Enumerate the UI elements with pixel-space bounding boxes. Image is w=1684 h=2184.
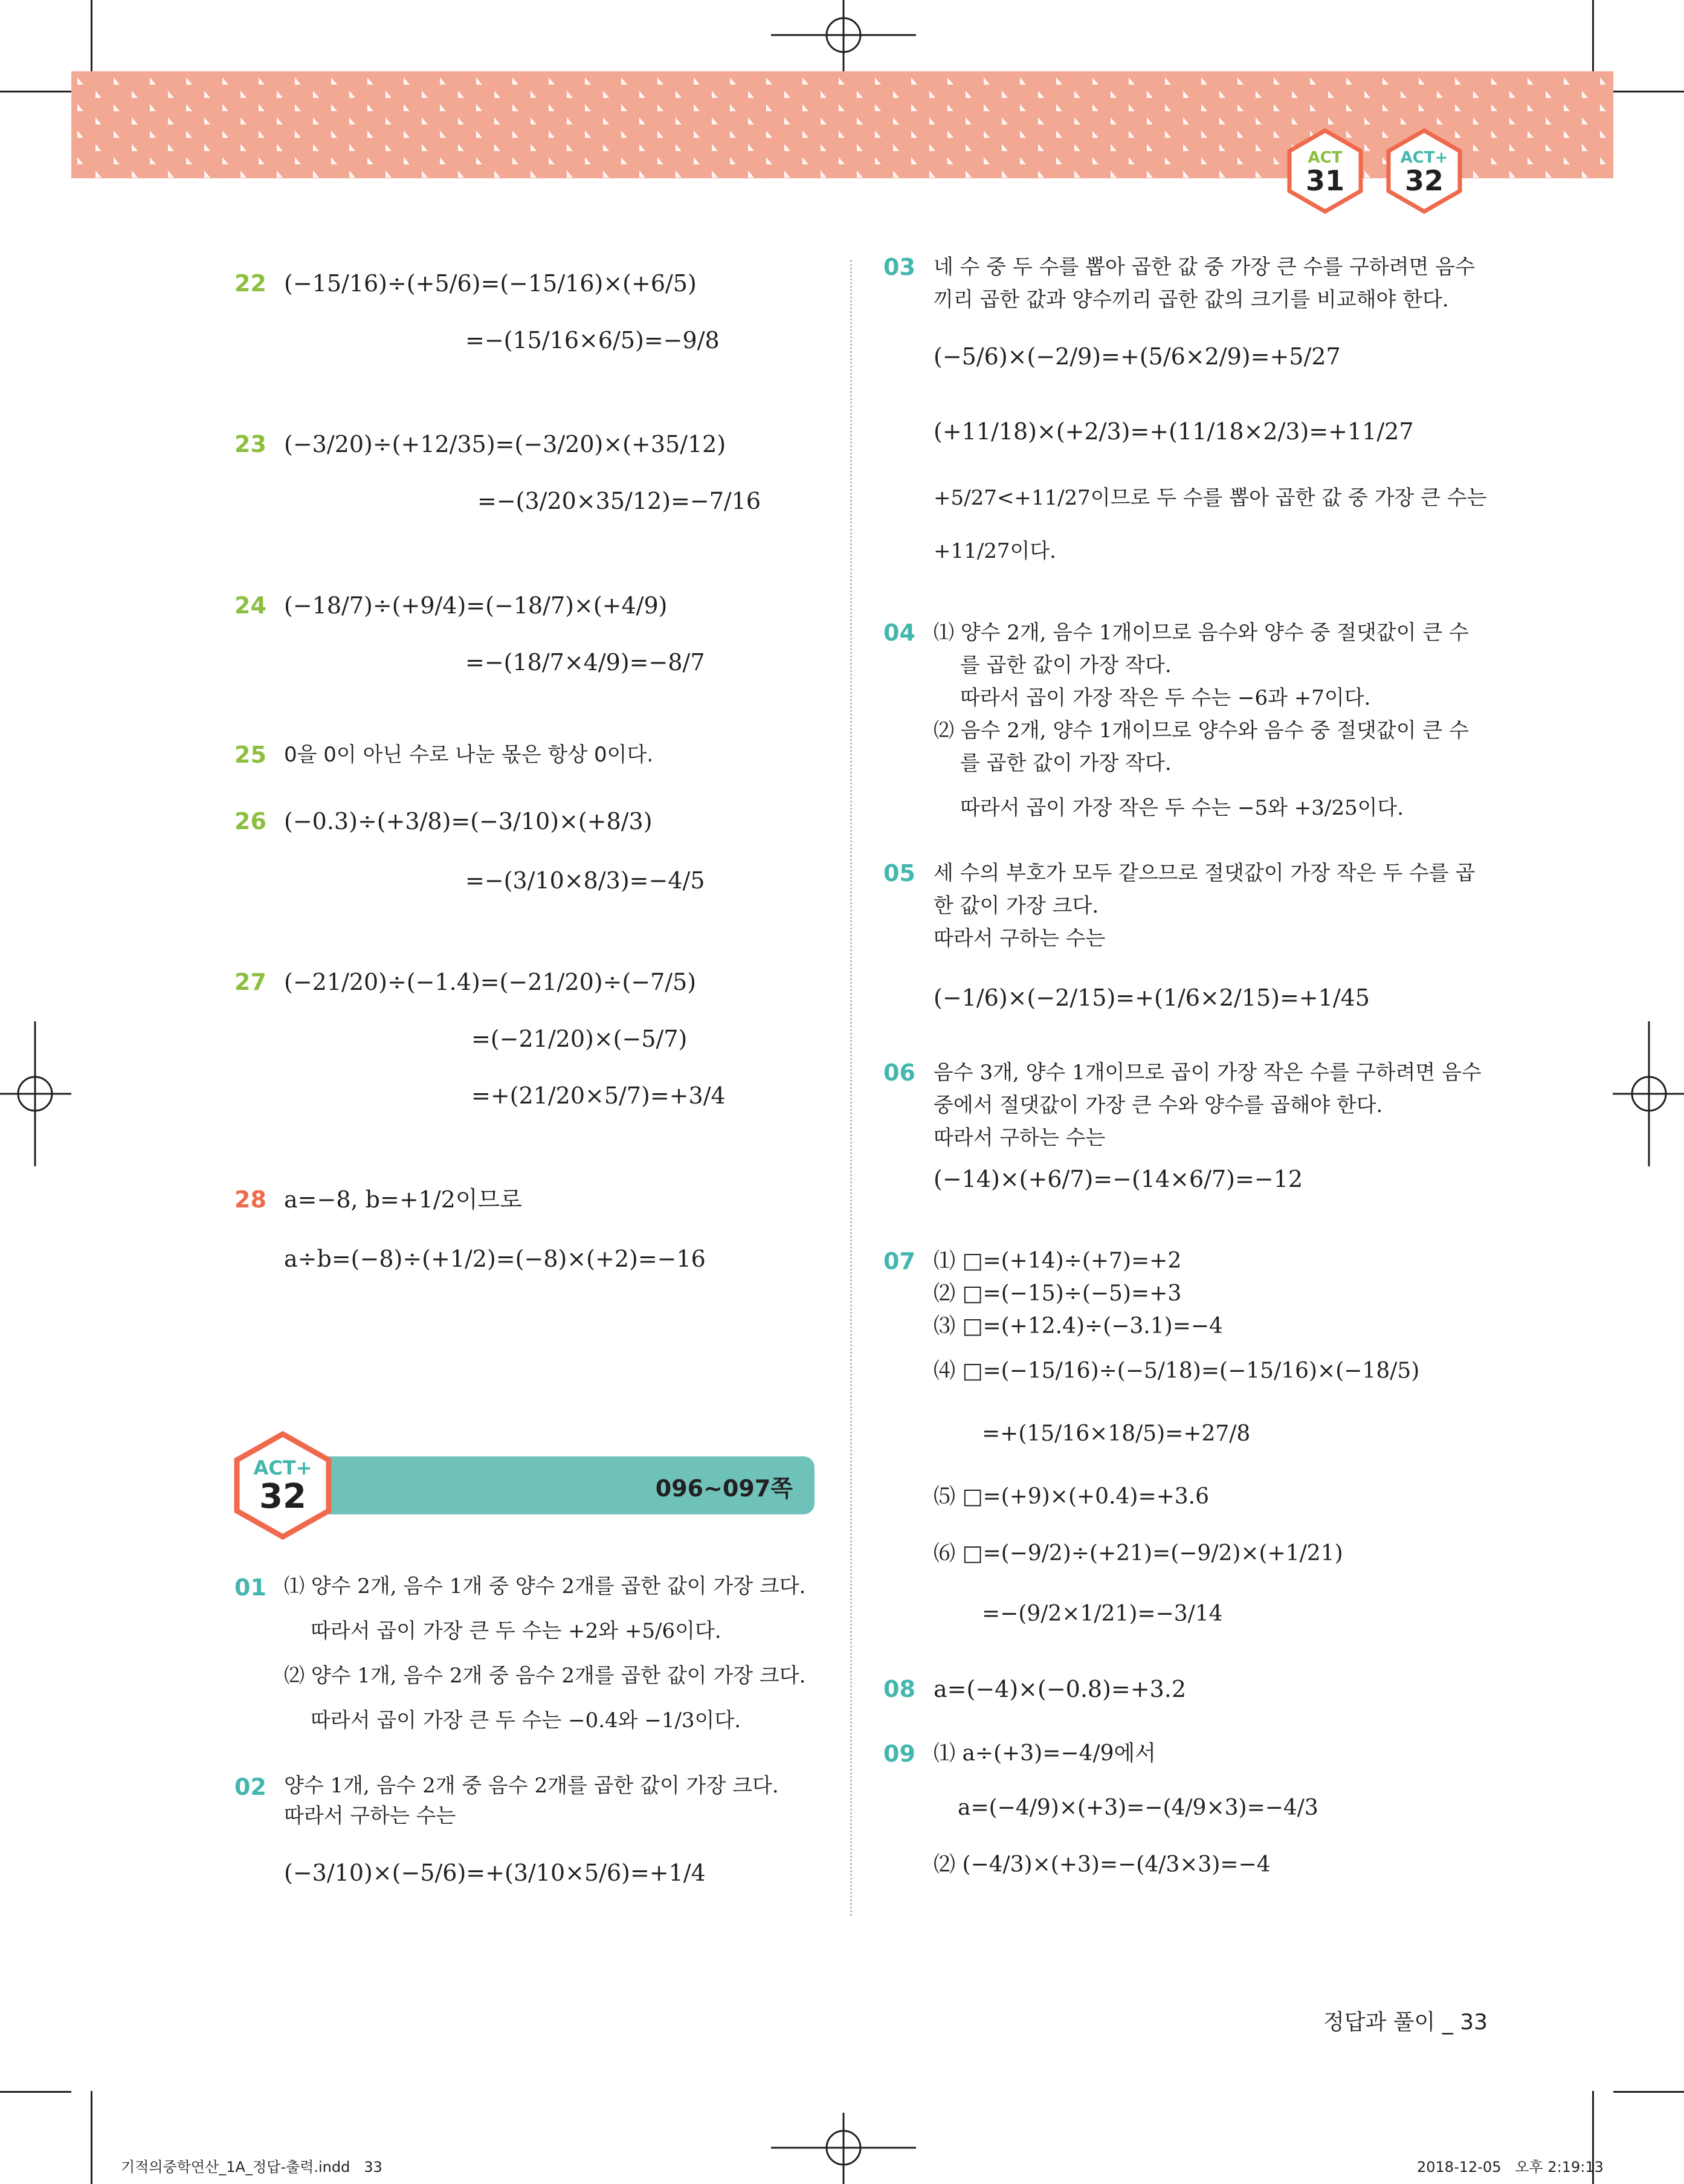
header-banner [71,71,1613,178]
problem-26 [284,805,705,897]
solution-line: (−3/20)÷(+12/35)=(−3/20)×(+35/12) [284,431,726,457]
registration-mark-right [1613,1021,1684,1166]
problem-number: 04 [883,619,915,646]
solution-line: 따라서 곱이 가장 큰 두 수는 +2와 +5/6이다. [311,1619,721,1643]
act-31-badge [1286,128,1364,214]
solution-line: ⑹ □=(−9/2)÷(+21)=(−9/2)×(+1/21) [934,1541,1343,1566]
solution-line: (−18/7)÷(+9/4)=(−18/7)×(+4/9) [284,592,668,619]
print-timestamp: 2018-12-05 오후 2:19:13 [1417,2159,1604,2176]
problem-07 [934,1245,1419,1630]
problem-27 [284,966,726,1112]
problem-number: 23 [234,431,266,457]
problem-number: 27 [234,969,266,995]
solution-line: (−14)×(+6/7)=−(14×6/7)=−12 [934,1166,1303,1192]
badge-top-label: ACT+ [253,1456,312,1479]
badge-number: 32 [1404,164,1444,197]
solution-line: =−(3/20×35/12)=−7/16 [477,488,761,514]
solution-line: ⑴ 양수 2개, 음수 1개 중 양수 2개를 곱한 값이 가장 크다. [284,1574,806,1598]
solution-line: (−21/20)÷(−1.4)=(−21/20)÷(−7/5) [284,969,697,995]
solution-line: 중에서 절댓값이 가장 큰 수와 양수를 곱해야 한다. [934,1093,1383,1117]
section-header-bar [308,1456,815,1514]
solution-line: +11/27이다. [934,539,1056,563]
solution-line: a=−8, b=+1/2이므로 [284,1186,522,1213]
solution-line: 끼리 곱한 값과 양수끼리 곱한 값의 크기를 비교해야 한다. [934,288,1449,312]
crop-mark [0,91,71,92]
problem-number: 07 [883,1248,915,1275]
solution-line: 0을 0이 아닌 수로 나눈 몫은 항상 0이다. [284,743,654,767]
solution-line: 따라서 곱이 가장 작은 두 수는 −5와 +3/25이다. [960,796,1404,820]
problem-06 [934,1056,1482,1195]
solution-line: ⑸ □=(+9)×(+0.4)=+3.6 [934,1484,1210,1509]
solution-line: ⑴ 양수 2개, 음수 1개이므로 음수와 양수 중 절댓값이 큰 수 [934,621,1469,645]
solution-line: (−0.3)÷(+3/8)=(−3/10)×(+8/3) [284,808,653,835]
crop-mark [1592,0,1594,71]
problem-number: 28 [234,1186,266,1213]
solution-line: ⑵ □=(−15)÷(−5)=+3 [934,1281,1182,1306]
solution-line: =−(3/10×8/3)=−4/5 [465,867,705,894]
solution-line: 한 값이 가장 크다. [934,894,1099,918]
registration-mark-bottom [771,2113,916,2184]
solution-line: ⑵ 음수 2개, 양수 1개이므로 양수와 음수 중 절댓값이 큰 수 [934,719,1469,743]
page-number: 정답과 풀이 _ 33 [1323,2010,1488,2035]
badge-number: 32 [259,1477,306,1516]
problem-number: 05 [883,860,915,887]
solution-line: =+(15/16×18/5)=+27/8 [982,1421,1251,1446]
problem-08 [934,1673,1186,1705]
problem-02 [284,1771,779,1888]
solution-line: (−3/10)×(−5/6)=+(3/10×5/6)=+1/4 [284,1859,706,1886]
solution-line: (−15/16)÷(+5/6)=(−15/16)×(+6/5) [284,270,697,297]
badge-top-label: ACT [1308,149,1343,167]
solution-line: 를 곱한 값이 가장 작다. [960,751,1172,775]
solution-line: ⑵ (−4/3)×(+3)=−(4/3×3)=−4 [934,1852,1271,1877]
registration-mark-top [771,0,916,71]
problem-05 [934,857,1475,1014]
problem-number: 09 [883,1740,915,1767]
solution-line: ⑷ □=(−15/16)÷(−5/18)=(−15/16)×(−18/5) [934,1359,1420,1383]
crop-mark [1613,91,1684,92]
problem-09 [934,1737,1318,1881]
problem-number: 03 [883,254,915,280]
problem-number: 26 [234,808,266,835]
solution-line: 를 곱한 값이 가장 작다. [960,653,1172,677]
crop-mark [91,0,92,71]
solution-line: 네 수 중 두 수를 뽑아 곱한 값 중 가장 큰 수를 구하려면 음수 [934,255,1475,279]
print-file-slug: 기적의중학연산_1A_정답-출력.indd 33 [121,2159,382,2176]
problem-23 [284,428,761,517]
solution-line: =−(9/2×1/21)=−3/14 [982,1601,1223,1626]
solution-line: (−5/6)×(−2/9)=+(5/6×2/9)=+5/27 [934,343,1341,370]
solution-line: =(−21/20)×(−5/7) [471,1026,688,1052]
problem-04 [934,616,1469,824]
solution-line: a=(−4)×(−0.8)=+3.2 [934,1676,1187,1702]
solution-line: 양수 1개, 음수 2개 중 음수 2개를 곱한 값이 가장 크다. [284,1774,779,1798]
problem-number: 24 [234,592,266,619]
crop-mark [0,2091,71,2093]
solution-line: ⑴ □=(+14)÷(+7)=+2 [934,1249,1182,1273]
page-range-label: 096~097쪽 [655,1475,793,1502]
column-divider [850,260,852,1916]
banner-pattern [71,71,1613,178]
problem-01 [284,1571,805,1736]
crop-mark [1613,2091,1684,2093]
solution-line: 따라서 곱이 가장 작은 두 수는 −6과 +7이다. [960,686,1371,710]
problem-number: 06 [883,1059,915,1086]
solution-line: +5/27<+11/27이므로 두 수를 뽑아 곱한 값 중 가장 큰 수는 [934,486,1487,510]
crop-mark [91,2091,92,2184]
problem-25 [284,738,653,771]
problem-number: 01 [234,1574,266,1601]
problem-03 [934,251,1486,567]
solution-line: ⑶ □=(+12.4)÷(−3.1)=−4 [934,1314,1223,1339]
problem-number: 25 [234,741,266,768]
problem-24 [284,589,705,679]
problem-28 [284,1183,706,1275]
solution-line: (+11/18)×(+2/3)=+(11/18×2/3)=+11/27 [934,418,1414,445]
solution-line: =−(15/16×6/5)=−9/8 [465,327,720,354]
act-plus-32-badge [1385,128,1463,214]
solution-line: (−1/6)×(−2/15)=+(1/6×2/15)=+1/45 [934,984,1370,1011]
problem-22 [284,267,720,357]
solution-line: a=(−4/9)×(+3)=−(4/9×3)=−4/3 [958,1795,1318,1820]
solution-line: =+(21/20×5/7)=+3/4 [471,1082,726,1109]
badge-number: 31 [1305,164,1344,197]
problem-number: 22 [234,270,266,297]
solution-line: ⑴ a÷(+3)=−4/9에서 [934,1741,1157,1766]
problem-number: 08 [883,1676,915,1702]
act-plus-32-section-badge [233,1431,332,1540]
solution-line: 따라서 구하는 수는 [934,1126,1106,1150]
registration-mark-left [0,1021,71,1166]
solution-line: 음수 3개, 양수 1개이므로 곱이 가장 작은 수를 구하려면 음수 [934,1061,1482,1085]
solution-line: ⑵ 양수 1개, 음수 2개 중 음수 2개를 곱한 값이 가장 크다. [284,1664,806,1688]
problem-number: 02 [234,1774,266,1800]
solution-line: 따라서 곱이 가장 큰 두 수는 −0.4와 −1/3이다. [311,1708,741,1733]
solution-line: 따라서 구하는 수는 [284,1804,456,1828]
solution-line: a÷b=(−8)÷(+1/2)=(−8)×(+2)=−16 [284,1245,706,1272]
badge-top-label: ACT+ [1400,149,1448,167]
solution-line: 세 수의 부호가 모두 같으므로 절댓값이 가장 작은 두 수를 곱 [934,861,1476,885]
solution-line: 따라서 구하는 수는 [934,926,1106,951]
solution-line: =−(18/7×4/9)=−8/7 [465,649,705,676]
